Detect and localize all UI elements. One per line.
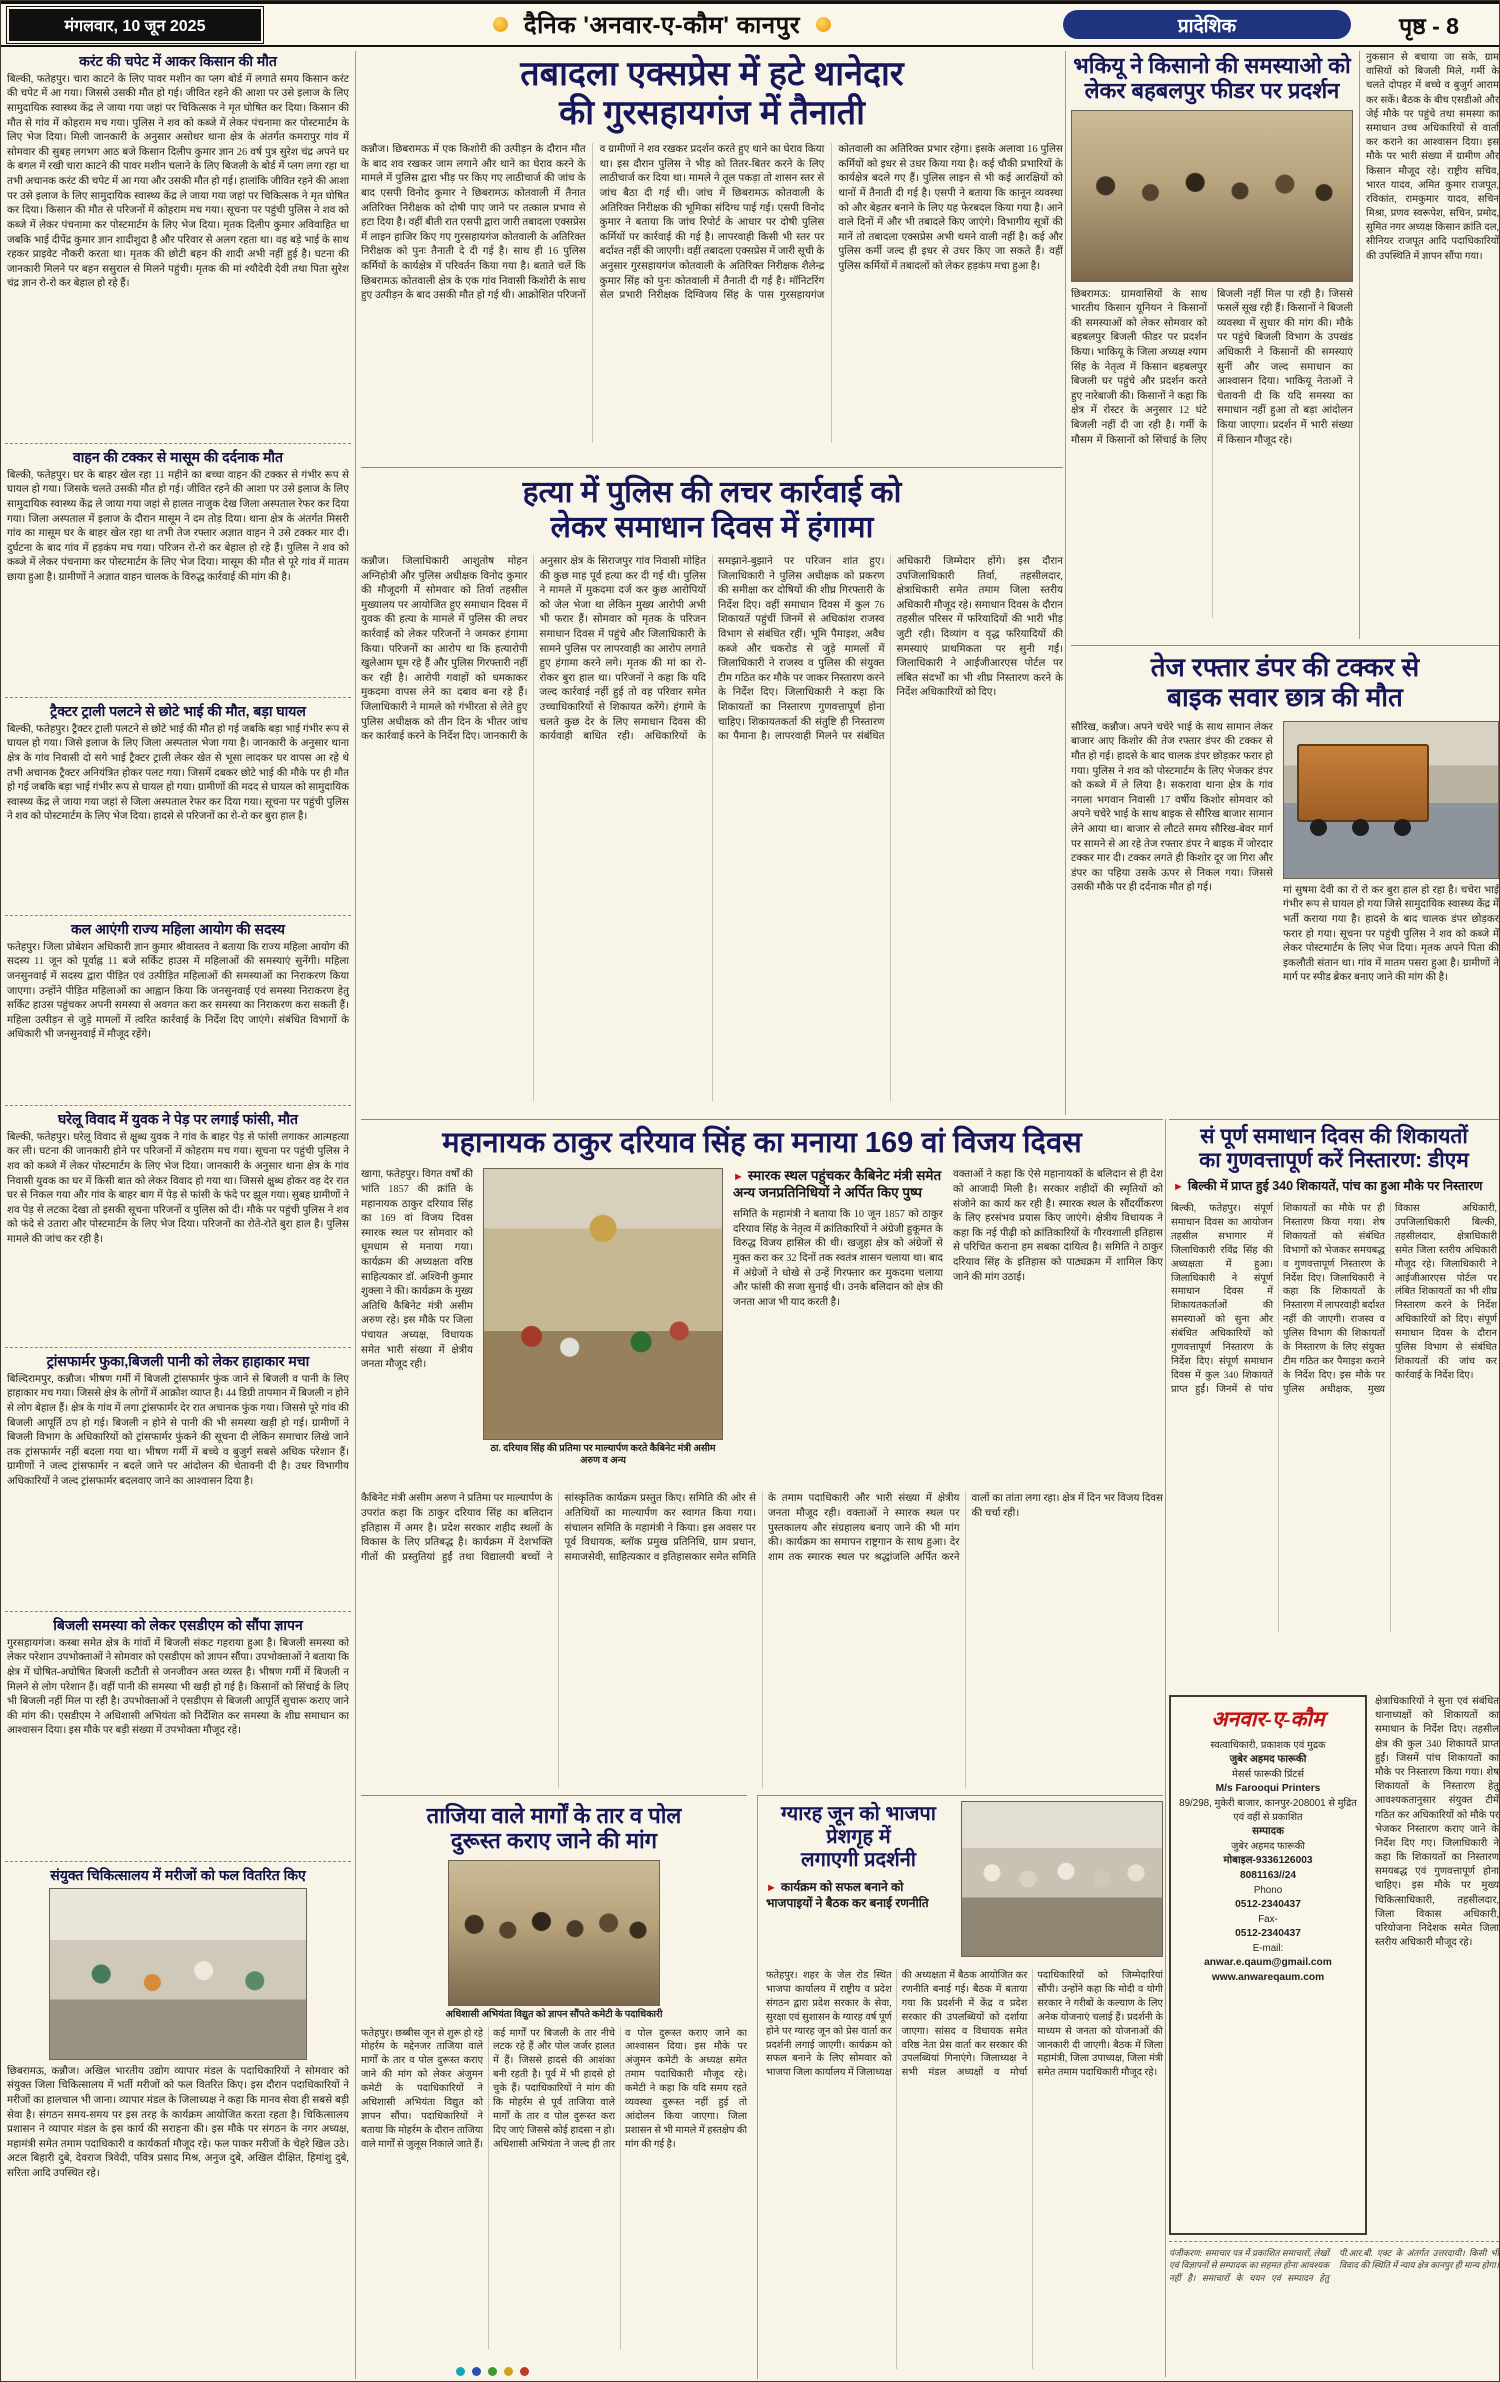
headline — [766, 1803, 951, 1872]
headline-line: बाइक सवार छात्र की मौत — [1167, 681, 1403, 712]
subheadline: ► स्मारक स्थल पहुंचकर कैबिनेट मंत्री समेत अन्य जनप्रतिनिधियों ने अर्पित किए पुष्प — [733, 1168, 943, 1202]
masthead — [1, 1, 1500, 47]
imprint-title: अनवार-ए-कौम — [1211, 1707, 1325, 1731]
section-badge: प्रादेशिक — [1063, 10, 1351, 39]
hospital-fruit-distribution-photo — [49, 1888, 307, 2060]
headline: संयुक्त चिकित्सालय में मरीजों को फल वितरित किए — [50, 1867, 306, 1883]
dariyav-top-row — [361, 1168, 1163, 1484]
article-body: सौरिख, कन्नौज। अपने चचेरे भाई के साथ सामान लेकर बाजार आए किशोर की तेज रफ्तार डंपर की टक्कर से मौत हो गई। हादसे के बाद चालक डंपर छोड़कर फरार हो गया। पुलिस ने शव को पोस्टमार्टम के लिए भेजकर डंपर को कब्जे में ले लिया है। सकरावा थाना क्षेत्र के गांव नगला भगवान निवासी 17 वर्षीय किशोर सोमवार को अपने चचेरे भाई के साथ बाइक से सौरिख बाजार सामान लेने आया था। बाजार से लौटते समय सौरिख-बेवर मार्ग पर सामने से आ रहे तेज रफ्तार डंपर ने बाइक में जोरदार टक्कर मार दी। टक्कर लगते ही किशोर दूर जा गिरा और डंपर का पहिया उसके ऊपर से निकल गया। जिससे उसकी मौके पर ही दर्दनाक मौत हो गई। — [1071, 721, 1273, 894]
imprint-fax: 0512-2340437 — [1235, 1928, 1301, 1940]
headline-line: लगाएगी प्रदर्शनी — [801, 1849, 916, 1871]
article-body: बिल्की, फतेहपुर। संपूर्ण समाधान दिवस का आयोजन तहसील सभागार में जिलाधिकारी रविंद्र सिंह की अध्यक्षता में हुआ। जिलाधिकारी ने संपूर्ण समाधान दिवस में शिकायतकर्ताओं की समस्याओं को सुना और संबंधित अधिकारियों को गुणवत्तापूर्ण निस्तारण के निर्देश दिए। संपूर्ण समाधान दिवस में कुल 340 शिकायतें प्राप्त हुईं। जिनमें से पांच शिकायतों का मौके पर ही निस्तारण किया गया। शेष शिकायतों को संबंधित विभागों को भेजकर समयबद्ध व गुणवत्तापूर्ण निस्तारण के निर्देश दिए। जिलाधिकारी ने कहा कि शिकायतों के निस्तारण में लापरवाही बर्दाश्त नहीं की जाएगी। राजस्व व पुलिस विभाग की शिकायतों के निस्तारण के लिए संयुक्त टीम गठित कर पैमाइश कराने के निर्देश दिए। इस मौके पर पुलिस अधीक्षक, मुख्य विकास अधिकारी, उपजिलाधिकारी बिल्की, तहसीलदार, क्षेत्राधिकारी समेत जिला स्तरीय अधिकारी मौजूद रहे। जिलाधिकारी ने आईजीआरएस पोर्टल पर लंबित शिकायतों का भी शीघ्र निस्तारण करने के निर्देश अधिकारियों को दिए। संपूर्ण समाधान दिवस के दौरान पुलिस विभाग से संबंधित शिकायतों की जांच कर कार्रवाई के निर्देश दिए। — [1171, 1203, 1497, 1395]
imprint-website: www.anwareqaum.com — [1211, 1971, 1325, 1983]
column-divider — [1165, 1119, 1166, 2377]
article-body: बिल्की, फतेहपुर। चारा काटने के लिए पावर मशीन का प्लग बोर्ड में लगाते समय किसान करंट की चपेट में आ गया। जिससे उसकी मौत हो गई। जीवित रहने की आशा पर उसे इलाज के लिए सामुदायिक स्वास्थ्य केंद्र ले जाया गया जहां पर चिकित्सक ने मृत घोषित कर दिया। किसान की मौत से गांव में कोहराम मच गया। पुलिस ने शव को कब्जे में लेकर पंचनामा कर पोस्टमार्टम के लिए भेज दिया। मिली जानकारी के अनुसार असोथर थाना क्षेत्र के अंतर्गत कमरापुर गांव में सोमवार की सुबह लगभग आठ बजे किसान दिलीप कुमार ज्ञान 26 वर्ष पुत्र सुरेश चंद्र अपने घर के बगल में रखी चारा काटने की पावर मशीन चलाने के लिए बिजली के बोर्ड में प्लग लगा रहा था तभी अचानक करंट की चपेट में आ गया और उसकी मौत हो गई। हालांकि जीवित रहने की आशा पर उसे इलाज के लिए सामुदायिक स्वास्थ्य केंद्र ले जाया गया जहां पर चिकित्सक ने मृत घोषित कर दिया। किसान की मौत से परिजनों में कोहराम मच गया। सूचना पर पहुंची पुलिस ने शव को कब्जे में लेकर पंचनामा कर पोस्टमार्टम के लिए भेज दिया। मृतक दिलीप कुमार अविवाहित था जबकि भाई दीपेंद्र कुमार ज्ञान शादीशुदा है और परिवार से अलग रहता था। वह बड़े भाई के साथ रहकर प्राइवेट नौकरी करता था। मृतक की छोटी बहन की शादी अभी नहीं हुई है। घटना की जानकारी मिलने पर बहन ससुराल से मिलने पहुंची। मृतक की मां श्यौदेवी देवी तथा पिता सुरेश चंद्र ज्ञान रो-रो कर बेहाल हो रहे हैं। — [7, 73, 349, 290]
headline-line: दुरूस्त कराए जाने की मांग — [450, 1828, 658, 1854]
article-taziya-routes — [361, 1795, 747, 2379]
headline: ट्रांसफार्मर फुका,बिजली पानी को लेकर हाहाकार मचा — [46, 1353, 310, 1369]
right-bottom-column — [1375, 1695, 1499, 2235]
article-body: बिल्की, फतेहपुर। घरेलू विवाद से क्षुब्ध युवक ने गांव के बाहर पेड़ से फांसी लगाकर आत्महत्या कर ली। घटना की जानकारी होने पर परिजनों में कोहराम मच गया। सूचना पर पहुंची पुलिस ने शव को कब्जे में लेकर पोस्टमार्टम के लिए भेज दिया। जानकारी के अनुसार थाना क्षेत्र के गांव निवासी युवक का घर में किसी बात को लेकर विवाद हो गया था। जिससे क्षुब्ध होकर वह देर रात घर से निकल गया और गांव के बाहर बाग में पेड़ से फांसी के फंदे पर झूल गया। सुबह ग्रामीणों ने शव पेड़ से लटका देखा तो इसकी सूचना परिजनों व पुलिस को दी। मौके पर पहुंची पुलिस ने शव को फंदे से उतारा और पोस्टमार्टम के लिए भेज दिया। परिजनों का रोते-रोते बुरा हाल है। पुलिस मामले की जांच कर रही है। — [7, 1131, 349, 1246]
left-column — [5, 51, 351, 2379]
article-body: फतेहपुर। जिला प्रोबेशन अधिकारी ज्ञान कुमार श्रीवास्तव ने बताया कि राज्य महिला आयोग की सदस्य 11 जून को पूर्वाह्न 11 बजे सर्किट हाउस में महिलाओं की समस्याएं सुनेंगी। महिला जनसुनवाई में सदस्य द्वारा पीड़ित एवं उत्पीड़ित महिलाओं की समस्याओं का निराकरण किया जाएगा। उन्होंने पीड़ित महिलाओं का आह्वान किया कि जनसुनवाई एवं समस्या निराकरण हेतु सर्किट हाउस पहुंचकर अपनी समस्या से अवगत करा कर समस्या का निराकरण करा सकती हैं। महिला उत्पीड़न से जुड़े मामलों में त्वरित कार्रवाई के निर्देश दिए जाएंगे। संबंधित विभागों के अधिकारी भी जनसुनवाई में मौजूद रहेंगे। — [7, 941, 349, 1041]
taziya-memo-photo — [448, 1860, 660, 2006]
headline — [1071, 53, 1353, 104]
article-tractor-trolley — [5, 697, 351, 911]
article-farmer-electrocution — [5, 51, 351, 439]
footer-dot-icon — [456, 2367, 465, 2376]
article-body: फतेहपुर। छब्बीस जून से शुरू हो रहे मोहर्रम के मद्देनजर ताजिया वाले मार्गों के तार व पोल दुरूस्त कराए जाने की मांग को लेकर अंजुमन कमेटी के पदाधिकारियों ने अधिशासी अभियंता विद्युत को ज्ञापन सौंपा। पदाधिकारियों ने बताया कि मोहर्रम के दौरान ताजिया वाले मार्गों से जुलूस निकाले जाते हैं। कई मार्गों पर बिजली के तार नीचे लटक रहे हैं और पोल जर्जर हालत में हैं। जिससे हादसे की आशंका बनी रहती है। पूर्व में भी हादसे हो चुके हैं। पदाधिकारियों ने मांग की कि मोहर्रम से पूर्व ताजिया वाले मार्गों के तार व पोल दुरूस्त करा दिए जाएं जिससे कोई हादसा न हो। अधिशासी अभियंता ने जल्द ही तार व पोल दुरूस्त कराए जाने का आश्वासन दिया। इस मौके पर अंजुमन कमेटी के अध्यक्ष समेत तमाम पदाधिकारी मौजूद रहे। कमेटी ने कहा कि यदि समय रहते व्यवस्था दुरूस्त नहीं हुई तो आंदोलन किया जाएगा। जिला प्रशासन से भी मामले में हस्तक्षेप की मांग की गई है। — [361, 2027, 747, 2150]
imprint-line: मेसर्स फारूकी प्रिंटर्स — [1232, 1768, 1304, 1780]
imprint-line: जुबेर अहमद फारूकी — [1231, 1841, 1305, 1853]
article-child-accident — [5, 443, 351, 693]
headline: करंट की चपेट में आकर किसान की मौत — [79, 53, 277, 69]
dumper-right-cell — [1283, 721, 1499, 1107]
photo-caption: ठा. दरियाव सिंह की प्रतिमा पर माल्यार्पण करते कैबिनेट मंत्री असीम अरुण व अन्य — [490, 1443, 716, 1467]
article-body: बिल्दिरामपुर, कन्नौज। भीषण गर्मी में बिजली ट्रांसफार्मर फुंक जाने से बिजली व पानी के लिए हाहाकार मच गया। जिससे क्षेत्र के लोगों में आक्रोश व्याप्त है। 44 डिग्री तापमान में बिजली न होने से लोग बेहाल हैं। क्षेत्र के गांव में लगा ट्रांसफार्मर देर रात अचानक फुंक गया। जिससे पूरे गांव की बिजली आपूर्ति ठप हो गई। बिजली न होने से पानी की भी समस्या खड़ी हो गई। ग्रामीणों ने बिजली विभाग के अधिकारियों को ट्रांसफार्मर फुंकने की सूचना दी लेकिन समाचार लिखे जाने तक ट्रांसफार्मर नहीं बदला गया था। भीषण गर्मी में बच्चे व बुजुर्ग सबसे अधिक परेशान हैं। ग्रामीणों ने जल्द ट्रांसफार्मर न बदले जाने पर आंदोलन की चेतावनी दी है। उधर विभागीय अधिकारियों ने जल्द ट्रांसफार्मर बदलवाए जाने का आश्वासन दिया है। — [7, 1373, 349, 1488]
bjp-headline-cell — [766, 1801, 951, 1963]
bhakiyu-side-column — [1359, 51, 1499, 639]
dumper-content — [1071, 721, 1499, 1107]
headline — [361, 55, 1063, 133]
article-body: कैबिनेट मंत्री असीम अरुण ने प्रतिमा पर माल्यार्पण के उपरांत कहा कि ठाकुर दरियाव सिंह का बलिदान इतिहास में अमर है। प्रदेश सरकार शहीद स्थलों के विकास के लिए प्रतिबद्ध है। कार्यक्रम में देशभक्ति गीतों की प्रस्तुतियां हुईं तथा विद्यालयी बच्चों ने सांस्कृतिक कार्यक्रम प्रस्तुत किए। समिति की ओर से अतिथियों का माल्यार्पण कर स्वागत किया गया। संचालन समिति के महामंत्री ने किया। इस अवसर पर पूर्व विधायक, ब्लॉक प्रमुख प्रतिनिधि, ग्राम प्रधान, समाजसेवी, साहित्यकार व इतिहासकार समेत समिति के तमाम पदाधिकारी और भारी संख्या में क्षेत्रीय जनता मौजूद रही। वक्ताओं ने स्मारक स्थल पर पुस्तकालय और संग्रहालय बनाए जाने की भी मांग की। कार्यक्रम का समापन राष्ट्रगान के साथ हुआ। देर शाम तक स्मारक स्थल पर श्रद्धांजलि अर्पित करने वालों का तांता लगा रहा। क्षेत्र में दिन भर विजय दिवस की चर्चा रही। — [361, 1493, 1163, 1563]
article-body: वक्ताओं ने कहा कि ऐसे महानायकों के बलिदान से ही देश को आजादी मिली है। सरकार शहीदों की स्मृतियों को संजोने का कार्य कर रही है। स्मारक स्थल के सौंदर्यीकरण के लिए हरसंभव प्रयास किए जाएंगे। क्षेत्रीय विधायक ने कहा कि नई पीढ़ी को क्रांतिकारियों के गौरवशाली इतिहास से परिचित कराना हम सबका दायित्व है। समिति ने ठाकुर दरियाव सिंह के इतिहास को पाठ्यक्रम में शामिल किए जाने की मांग उठाई। — [953, 1169, 1163, 1283]
headline-line: सं पूर्ण समाधान दिवस की शिकायतों — [1200, 1125, 1468, 1148]
article-samadhan-diwas-hungama — [361, 467, 1063, 1115]
article-body: छिबरामऊ, कन्नौज। अखिल भारतीय उद्योग व्यापार मंडल के पदाधिकारियों ने सोमवार को संयुक्त जिला चिकित्सालय में भर्ती मरीजों को फल वितरित किए। इस दौरान पदाधिकारियों ने मरीजों का हालचाल भी जाना। व्यापार मंडल के जिलाध्यक्ष ने कहा कि मानव सेवा ही सबसे बड़ी सेवा है। संगठन समय-समय पर इस तरह के कार्यक्रम आयोजित करता रहता है। चिकित्सालय प्रशासन ने व्यापार मंडल के इस कार्य की सराहना की। इस मौके पर संगठन के नगर अध्यक्ष, महामंत्री समेत तमाम पदाधिकारी व कार्यकर्ता मौजूद रहे। फल पाकर मरीजों के चेहरे खिल उठे। अटल बिहारी दुबे, देवराज त्रिवेदी, पवित्र प्रसाद मिश्र, अनुज दुबे, अखिल दीक्षित, हिमांशु दुबे, सरिता आदि उपस्थित रहे। — [7, 2065, 349, 2180]
imprint-line: जुबेर अहमद फारूकी — [1229, 1754, 1307, 1766]
imprint-mobile: मोबाइल-9336126003 — [1223, 1855, 1313, 1867]
footer-dot-icon — [504, 2367, 513, 2376]
photo-caption: अधिशासी अभियंता विद्युत को ज्ञापन सौंपते कमेटी के पदाधिकारी — [445, 2008, 663, 2020]
article-body: मां सुषमा देवी का रो रो कर बुरा हाल हो रहा है। चचेरा भाई गंभीर रूप से घायल हो गया जिसे सामुदायिक स्वास्थ्य केंद्र में भर्ती कराया गया है। हादसे के बाद चालक डंपर छोड़कर फरार हो गया। सूचना पर पहुंची पुलिस ने शव को कब्जे में लेकर पोस्टमार्टम के लिए भेज दिया। मृतक अपने पिता की इकलौती संतान था। गांव में मातम पसरा हुआ है। ग्रामीणों ने मार्ग पर स्पीड ब्रेकर बनाए जाने की मांग की है। — [1283, 884, 1499, 984]
headline — [361, 476, 1063, 545]
footer-dots — [456, 2367, 529, 2376]
headline — [1071, 653, 1499, 713]
headline-line: हत्या में पुलिस की लचर कार्रवाई को — [522, 476, 902, 509]
article-women-commission — [5, 915, 351, 1101]
article-body: फतेहपुर। शहर के जेल रोड स्थित भाजपा कार्यालय में राष्ट्रीय व प्रदेश संगठन द्वारा प्रदेश सरकार के सेवा, सुरक्षा एवं सुशासन के ग्यारह वर्ष पूर्ण होने पर ग्यारह जून को प्रेस वार्ता कर प्रदर्शनी लगाई जाएगी। कार्यक्रम को सफल बनाने के लिए सोमवार को भाजपा जिला कार्यालय में जिलाध्यक्ष की अध्यक्षता में बैठक आयोजित कर रणनीति बनाई गई। बैठक में बताया गया कि प्रदर्शनी में केंद्र व प्रदेश सरकार की उपलब्धियों को दर्शाया जाएगा। सांसद व विधायक समेत वरिष्ठ नेता प्रेस वार्ता कर सरकार की उपलब्धियां गिनाएंगे। जिलाध्यक्ष ने सभी मंडल अध्यक्षों व मोर्चा पदाधिकारियों को जिम्मेदारियां सौंपी। उन्होंने कहा कि मोदी व योगी सरकार ने गरीबों के कल्याण के लिए अनेक योजनाएं चलाई हैं। प्रदर्शनी के माध्यम से जनता को योजनाओं की जानकारी दी जाएगी। बैठक में जिला महामंत्री, जिला उपाध्यक्ष, जिला मंत्री समेत तमाम पदाधिकारी मौजूद रहे। — [766, 1970, 1163, 2079]
headline: वाहन की टक्कर से मासूम की दर्दनाक मौत — [72, 449, 284, 465]
imprint-phone-label: Phono — [1253, 1884, 1283, 1896]
page-number: पृष्ठ - 8 — [1399, 12, 1459, 39]
article-body: समिति के महामंत्री ने बताया कि 10 जून 1857 को ठाकुर दरियाव सिंह के नेतृत्व में क्रांतिकारियों ने अंग्रेजी हुकूमत के विरुद्ध विजय हासिल की थी। खजुहा क्षेत्र को अंग्रेजों से मुक्त करा कर 32 दिनों तक स्वतंत्र शासन चलाया था। बाद में अंग्रेजों ने धोखे से उन्हें गिरफ्तार कर मुकदमा चलाया और फांसी की सजा सुनाई थी। उनके बलिदान को क्षेत्र की जनता आज भी याद करती है। — [733, 1209, 943, 1308]
article-transformer — [5, 1347, 351, 1607]
headline-line: तेज रफ्तार डंपर की टक्कर से — [1150, 652, 1420, 682]
headline-line: ग्यारह जून को भाजपा प्रेशगृह में — [781, 1803, 936, 1848]
imprint-phone: 0512-2340437 — [1235, 1899, 1301, 1911]
article-hospital-fruits — [5, 1861, 351, 2347]
column-divider — [1065, 51, 1066, 1115]
headline-line: तबादला एक्सप्रेस में हटे थानेदार — [520, 55, 904, 93]
headline-line: लेकर समाधान दिवस में हंगामा — [550, 510, 874, 544]
article-body: गुरसहायगंज। कस्बा समेत क्षेत्र के गांवों में बिजली संकट गहराया हुआ है। बिजली समस्या को लेकर परेशान उपभोक्ताओं ने सोमवार को एसडीएम को ज्ञापन सौंपा। उपभोक्ताओं ने बताया कि क्षेत्र में घोषित-अघोषित बिजली कटौती से जनजीवन अस्त व्यस्त है। भीषण गर्मी में बिजली न मिलने से लोग परेशान हैं। वहीं पानी की समस्या भी खड़ी हो गई है। किसानों को सिंचाई के लिए भी बिजली नहीं मिल पा रही है। उपभोक्ताओं ने एसडीएम से बिजली आपूर्ति सुचारू कराए जाने की मांग की। एसडीएम ने अधिशासी अभियंता को निर्देशित कर समस्या के शीघ्र समाधान का आश्वासन दिया। इस मौके पर बड़ी संख्या में उपभोक्ता मौजूद रहे। — [7, 1637, 349, 1737]
bjp-meeting-photo — [961, 1801, 1163, 1957]
headline-line: ताजिया वाले मार्गों के तार व पोल — [426, 1803, 682, 1828]
headline — [361, 1803, 747, 1854]
imprint-line: स्वत्वाधिकारी, प्रकाशक एवं मुद्रक — [1210, 1740, 1326, 1751]
statue-garlanding-photo — [483, 1168, 723, 1440]
article-sdm-memo — [5, 1611, 351, 1857]
article-body: क्षेत्राधिकारियों ने सुना एवं संबंधित थानाध्यक्षों को शिकायतों का समाधान के निर्देश दिए। तहसील क्षेत्र की कुल 340 शिकायतें प्राप्त हुईं। जिसमें पांच शिकायतों का मौके पर निस्तारण किया गया। शेष शिकायतों के निस्तारण हेतु आवश्यकतानुसार संयुक्त टीमें गठित कर अधिकारियों को मौके पर भेजकर निस्तारण कराए जाने के निर्देश दिए गए। जिलाधिकारी ने कहा कि शिकायतों का निस्तारण समयबद्ध एवं गुणवत्तापूर्ण होना चाहिए। इस मौके पर मुख्य चिकित्साधिकारी, तहसीलदार, जिला विकास अधिकारी, परियोजना निदेशक समेत जिला स्तरीय अधिकारी मौजूद रहे। — [1375, 1696, 1499, 1949]
headline-line: की गुरसहायगंज में तैनाती — [559, 94, 865, 133]
headline: ट्रैक्टर ट्राली पलटने से छोटे भाई की मौत, बड़ा घायल — [50, 703, 306, 719]
date-box: मंगलवार, 10 जून 2025 — [9, 9, 261, 41]
headline: बिजली समस्या को लेकर एसडीएम को सौंपा ज्ञापन — [53, 1617, 303, 1633]
disclaimer-text: पंजीकरण: समाचार पत्र में प्रकाशित समाचारों, लेखों एवं विज्ञापनों से सम्पादक का सहमत होना आवश्यक नहीं है। समाचारों के चयन एवं सम्पादन हेतु पी.आर.बी. एक्ट के अंतर्गत उत्तरदायी। किसी भी विवाद की स्थिति में न्याय क्षेत्र कानपुर ही मान्य होगा। — [1169, 2248, 1499, 2283]
imprint-line: सम्पादक — [1252, 1826, 1284, 1838]
article-transfer-express — [361, 51, 1063, 461]
headline-line: लेकर बहबलपुर फीडर पर प्रदर्शन — [1084, 78, 1340, 104]
masthead-center — [261, 8, 1063, 41]
dariyav-photo-cell — [483, 1168, 723, 1484]
headline: घरेलू विवाद में युवक ने पेड़ पर लगाई फांसी, मौत — [58, 1111, 298, 1127]
article-body: छिबरामऊ: ग्रामवासियों के साथ भारतीय किसान यूनियन ने किसानों की समस्याओं को लेकर सोमवार को बहबलपुर बिजली फीडर पर प्रदर्शन किया। भाकियू के जिला अध्यक्ष श्याम सिंह के नेतृत्व में किसान बहबलपुर बिजली घर पहुंचे और प्रदर्शन करते हुए नारेबाजी की। किसानों ने कहा कि क्षेत्र में रोस्टर के अनुसार 12 घंटे बिजली नहीं दी जा रही है। गर्मी के मौसम में किसानों को सिंचाई के लिए बिजली नहीं मिल पा रही है। जिससे फसलें सूख रही हैं। किसानों ने बिजली व्यवस्था में सुधार की मांग की। मौके पर पहुंचे बिजली विभाग के उपखंड अधिकारी ने किसानों की समस्याएं सुनीं और जल्द समाधान का आश्वासन दिया। भाकियू नेताओं ने चेतावनी दी कि यदि समस्या का समाधान नहीं हुआ तो बड़ा आंदोलन किया जाएगा। प्रदर्शन में भारी संख्या में किसान मौजूद रहे। — [1071, 288, 1353, 446]
dariyav-mid-cell — [733, 1168, 943, 1484]
disclaimer-box — [1169, 2241, 1499, 2375]
subheadline: ► बिल्की में प्राप्त हुई 340 शिकायतें, पांच का हुआ मौके पर निस्तारण — [1173, 1179, 1495, 1195]
article-suicide — [5, 1105, 351, 1343]
imprint-box — [1169, 1695, 1367, 2235]
masthead-dot-icon — [493, 17, 508, 32]
bhakiyu-protest-photo — [1071, 110, 1353, 282]
column-divider — [355, 51, 356, 2379]
headline: महानायक ठाकुर दरियाव सिंह का मनाया 169 वां विजय दिवस — [442, 1127, 1082, 1159]
imprint-fax-label: Fax- — [1258, 1913, 1278, 1925]
imprint-phone-alt: 8081163//24 — [1239, 1870, 1297, 1882]
imprint-line: M/s Farooqui Printers — [1215, 1783, 1321, 1795]
article-dariyav-singh — [361, 1119, 1163, 1791]
article-dm-samadhan — [1169, 1119, 1499, 1691]
footer-dot-icon — [520, 2367, 529, 2376]
paper-title: दैनिक 'अनवार-ए-कौम' कानपुर — [523, 12, 801, 39]
article-body: बिल्की, फतेहपुर। घर के बाहर खेल रहा 11 महीने का बच्चा वाहन की टक्कर से गंभीर रूप से घायल हो गया। जिसके चलते उसकी मौत हो गई। जीवित रहने की आशा पर उसे इलाज के लिए सामुदायिक स्वास्थ्य केंद्र ले जाया गया जहां से हालत नाजुक देख जिला अस्पताल रेफर कर दिया गया। जिला अस्पताल में इलाज के दौरान मासूम ने दम तोड़ दिया। थाना क्षेत्र के अंतर्गत मिसरी गांव का मासूम घर के बाहर खेल रहा था तभी तेज रफ्तार अज्ञात वाहन ने उसे टक्कर मार दी। दुर्घटना के बाद गांव में हड़कंप मच गया। परिजन रो-रो कर बेहाल हो रहे हैं। पुलिस ने शव को कब्जे में लेकर पंचनामा कर पोस्टमार्टम के लिए भेज दिया। मासूम की मौत से पूरे गांव में मातम छाया हुआ है। ग्रामीणों ने अज्ञात वाहन चालक के विरुद्ध कार्रवाई की मांग की है। — [7, 469, 349, 584]
imprint-line: 89/298, मुकेरी बाजार, कानपुर-208001 से मुद्रित एवं वहीं से प्रकाशित — [1179, 1797, 1357, 1824]
dumper-truck-photo — [1283, 721, 1499, 879]
headline: कल आएंगी राज्य महिला आयोग की सदस्य — [71, 921, 285, 937]
article-dumper-accident — [1071, 645, 1499, 1115]
bhakiyu-main — [1071, 51, 1359, 639]
footer-dot-icon — [488, 2367, 497, 2376]
imprint-email: anwar.e.qaum@gmail.com — [1204, 1957, 1332, 1969]
footer-dot-icon — [472, 2367, 481, 2376]
article-bhakiyu-protest — [1071, 51, 1499, 639]
headline-line: का गुणवत्तापूर्ण करें निस्तारण: डीएम — [1199, 1149, 1469, 1173]
imprint-email-label: E-mail: — [1252, 1942, 1284, 1954]
article-body: कन्नौज। छिबरामऊ में एक किशोरी की उत्पीड़न के दौरान मौत के बाद शव रखकर जाम लगाने और थाने का घेराव करने के मामले में पुलिस द्वारा भीड़ पर किए गए लाठीचार्ज की जांच के बाद एसपी विनोद कुमार ने छिबरामऊ कोतवाली में तैनात अतिरिक्त निरीक्षक को दोषी पाए जाने पर तत्काल प्रभाव से हटा दिया है। वहीं बीती रात एसपी द्वारा जारी तबादला एक्सप्रेस में लाइन हाजिर किए गए गुरसहायगंज कोतवाली के अतिरिक्त निरीक्षक को पुनः तैनाती दे दी गई है। साथ ही 16 पुलिस कर्मियों के कार्यक्षेत्र में परिवर्तन किया गया है। बताते चलें कि छिबरामऊ कोतवाली क्षेत्र के एक गांव निवासी किशोरी के साथ हुए उत्पीड़न के बाद उसकी मौत हो गई थी। आक्रोशित परिजनों व ग्रामीणों ने शव रखकर प्रदर्शन करते हुए थाने का घेराव किया था। इस दौरान पुलिस ने भीड़ को तितर-बितर करने के लिए लाठीचार्ज कर दिया था। मामले ने तूल पकड़ा तो शासन स्तर से जांच बैठा दी गई थी। जांच में छिबरामऊ कोतवाली के अतिरिक्त निरीक्षक की भूमिका संदिग्ध पाई गई। एसपी विनोद कुमार ने बताया कि जांच रिपोर्ट के आधार पर दोषी पुलिस कर्मियों पर कार्रवाई की गई है। लापरवाही किसी भी स्तर पर बर्दाश्त नहीं की जाएगी। वहीं तबादला एक्सप्रेस में जारी सूची के अनुसार गुरसहायगंज कोतवाली के अतिरिक्त निरीक्षक शैलेन्द्र कुमार सिंह को पुनः कोतवाली में तैनाती दी गई है। मॉनिटरिंग सेल प्रभारी निरीक्षक दिग्विजय सिंह के पास गुरसहायगंज कोतवाली का अतिरिक्त प्रभार रहेगा। इसके अलावा 16 पुलिस कर्मियों को इधर से उधर किया गया है। कई चौकी प्रभारियों के कार्यक्षेत्र बदले गए हैं। पुलिस लाइन से भी कई आरक्षियों को थानों में तैनाती दी गई है। एसपी ने बताया कि कानून व्यवस्था को और बेहतर बनाने के लिए यह फेरबदल किया गया है। आने वाले दिनों में और भी तबादले किए जाएंगे। विभागीय सूत्रों की मानें तो तबादला एक्सप्रेस अभी थमने वाली नहीं है। कई और पुलिस कर्मी जल्द ही इधर से उधर किए जा सकते हैं। वहीं पुलिस कर्मियों में तबादलों को लेकर हड़कंप मचा हुआ है। — [361, 144, 1063, 302]
bjp-top-row — [766, 1801, 1163, 1963]
article-body: नुकसान से बचाया जा सके, ग्राम वासियों को बिजली मिले, गर्मी के चलते दोपहर में बच्चे व बुजुर्ग आराम कर सकें। बैठक के बीच एसडीओ और जेई मौके पर पहुंचे तथा समस्या का समाधान उच्च अधिकारियों से वार्ता कर कराने का आश्वासन दिया। इस मौके पर भारी संख्या में ग्रामीण और किसान मौजूद रहे। राष्ट्रीय सचिव, भारत यादव, अमित कुमार राजपूत, रविकांत, रामकुमार यादव, सचिन मिश्रा, प्रणव स्वरूपेश, सचिन, प्रमोद, सुमित नगर अध्यक्ष किसान क्रांति दल, सीनियर राजपूत आदि पदाधिकारियों की उपस्थिति में ज्ञापन सौंपा गया। — [1366, 52, 1499, 262]
headline — [1171, 1125, 1497, 1173]
subheadline: ► कार्यक्रम को सफल बनाने को भाजपाइयों ने बैठक कर बनाई रणनीति — [766, 1880, 951, 1911]
headline-line: भकियू ने किसानो की समस्याओ को — [1073, 53, 1351, 78]
article-bjp-exhibition — [757, 1795, 1163, 2379]
article-body: कन्नौज। जिलाधिकारी आशुतोष मोहन अग्निहोत्री और पुलिस अधीक्षक विनोद कुमार की मौजूदगी में सोमवार को तिर्वा तहसील मुख्यालय पर आयोजित हुए समाधान दिवस में युवक की हत्या के मामले में पुलिस की लचर कार्रवाई को लेकर परिजनों ने जमकर हंगामा किया। परिजनों का आरोप था कि हत्यारोपी खुलेआम घूम रहे हैं और पुलिस गिरफ्तारी नहीं कर रही है। आरोपी गवाहों को धमकाकर मुकदमा वापस लेने का दबाव बना रहे हैं। जिलाधिकारी ने मामले को गंभीरता से लेते हुए पुलिस अधीक्षक को तीन दिन के भीतर जांच कर कार्रवाई करने के निर्देश दिए। जानकारी के अनुसार क्षेत्र के सिराजपुर गांव निवासी मोहित की कुछ माह पूर्व हत्या कर दी गई थी। पुलिस ने मामले में मुकदमा दर्ज कर कुछ आरोपियों को जेल भेजा था लेकिन मुख्य आरोपी अभी भी फरार हैं। सोमवार को मृतक के परिजन समाधान दिवस में पहुंचे और जिलाधिकारी के सामने पुलिस पर लापरवाही का आरोप लगाते हुए हंगामा करने लगे। मृतक की मां का रो-रोकर बुरा हाल था। परिजनों ने कहा कि यदि जल्द कार्रवाई नहीं हुई तो वह परिवार समेत उच्चाधिकारियों से शिकायत करेंगे। हंगामे के चलते कुछ देर के लिए समाधान दिवस की कार्यवाही बाधित रही। अधिकारियों के समझाने-बुझाने पर परिजन शांत हुए। जिलाधिकारी ने पुलिस अधीक्षक को प्रकरण की समीक्षा कर दोषियों की शीघ्र गिरफ्तारी के निर्देश दिए। वहीं समाधान दिवस में कुल 76 शिकायतें पहुंचीं जिनमें से अधिकांश राजस्व विभाग से संबंधित रहीं। भूमि पैमाइश, अवैध कब्जे और चकरोड से जुड़े मामलों में जिलाधिकारी ने राजस्व व पुलिस की संयुक्त टीम गठित कर मौके पर जाकर निस्तारण करने के निर्देश दिए। जिलाधिकारी ने कहा कि शिकायतों का निस्तारण गुणवत्तापूर्ण होना चाहिए। शिकायतकर्ता की संतुष्टि ही निस्तारण का पैमाना है। लापरवाही मिलने पर संबंधित अधिकारी जिम्मेदार होंगे। इस दौरान उपजिलाधिकारी तिर्वा, तहसीलदार, क्षेत्राधिकारी समेत तमाम जिला स्तरीय अधिकारी मौजूद रहे। समाधान दिवस के दौरान तहसील परिसर में फरियादियों की भारी भीड़ जुटी रही। दिव्यांग व वृद्ध फरियादियों की समस्याएं प्राथमिकता पर सुनी गईं। जिलाधिकारी ने आईजीआरएस पोर्टल पर लंबित संदर्भों का भी शीघ्र निस्तारण करने के निर्देश अधिकारियों को दिए। — [361, 556, 1063, 743]
article-body: बिल्की, फतेहपुर। ट्रैक्टर ट्राली पलटने से छोटे भाई की मौत हो गई जबकि बड़ा भाई गंभीर रूप से घायल हो गया। जिसे इलाज के लिए जिला अस्पताल भेजा गया है। जानकारी के अनुसार थाना क्षेत्र के गांव निवासी दो सगे भाई ट्रैक्टर ट्राली लेकर खेत से भूसा लादकर घर वापस आ रहे थे तभी अचानक ट्रैक्टर अनियंत्रित होकर पलट गया। जिसमें दबकर छोटे भाई की मौके पर ही मौत हो गई जबकि बड़ा भाई गंभीर रूप से घायल हो गया। ग्रामीणों की मदद से घायल को सामुदायिक स्वास्थ्य केंद्र ले जाया गया जहां से जिला अस्पताल रेफर कर दिया गया। सूचना पर पहुंची पुलिस ने शव को पोस्टमार्टम के लिए भेज दिया। हादसे से परिजनों का रो-रो कर बुरा हाल है। — [7, 723, 349, 823]
masthead-dot-icon — [816, 17, 831, 32]
article-body: खागा, फतेहपुर। विगत वर्षों की भांति 1857 की क्रांति के महानायक ठाकुर दरियाव सिंह का 169 वां विजय दिवस स्मारक स्थल पर सोमवार को धूमधाम से मनाया गया। कार्यक्रम की अध्यक्षता वरिष्ठ साहित्यकार डॉ. अश्विनी कुमार शुक्ला ने की। कार्यक्रम के मुख्य अतिथि कैबिनेट मंत्री असीम अरुण रहे। इस मौके पर जिला पंचायत अध्यक्ष, विधायक समेत भारी संख्या में क्षेत्रीय जनता मौजूद रही। — [361, 1169, 473, 1371]
